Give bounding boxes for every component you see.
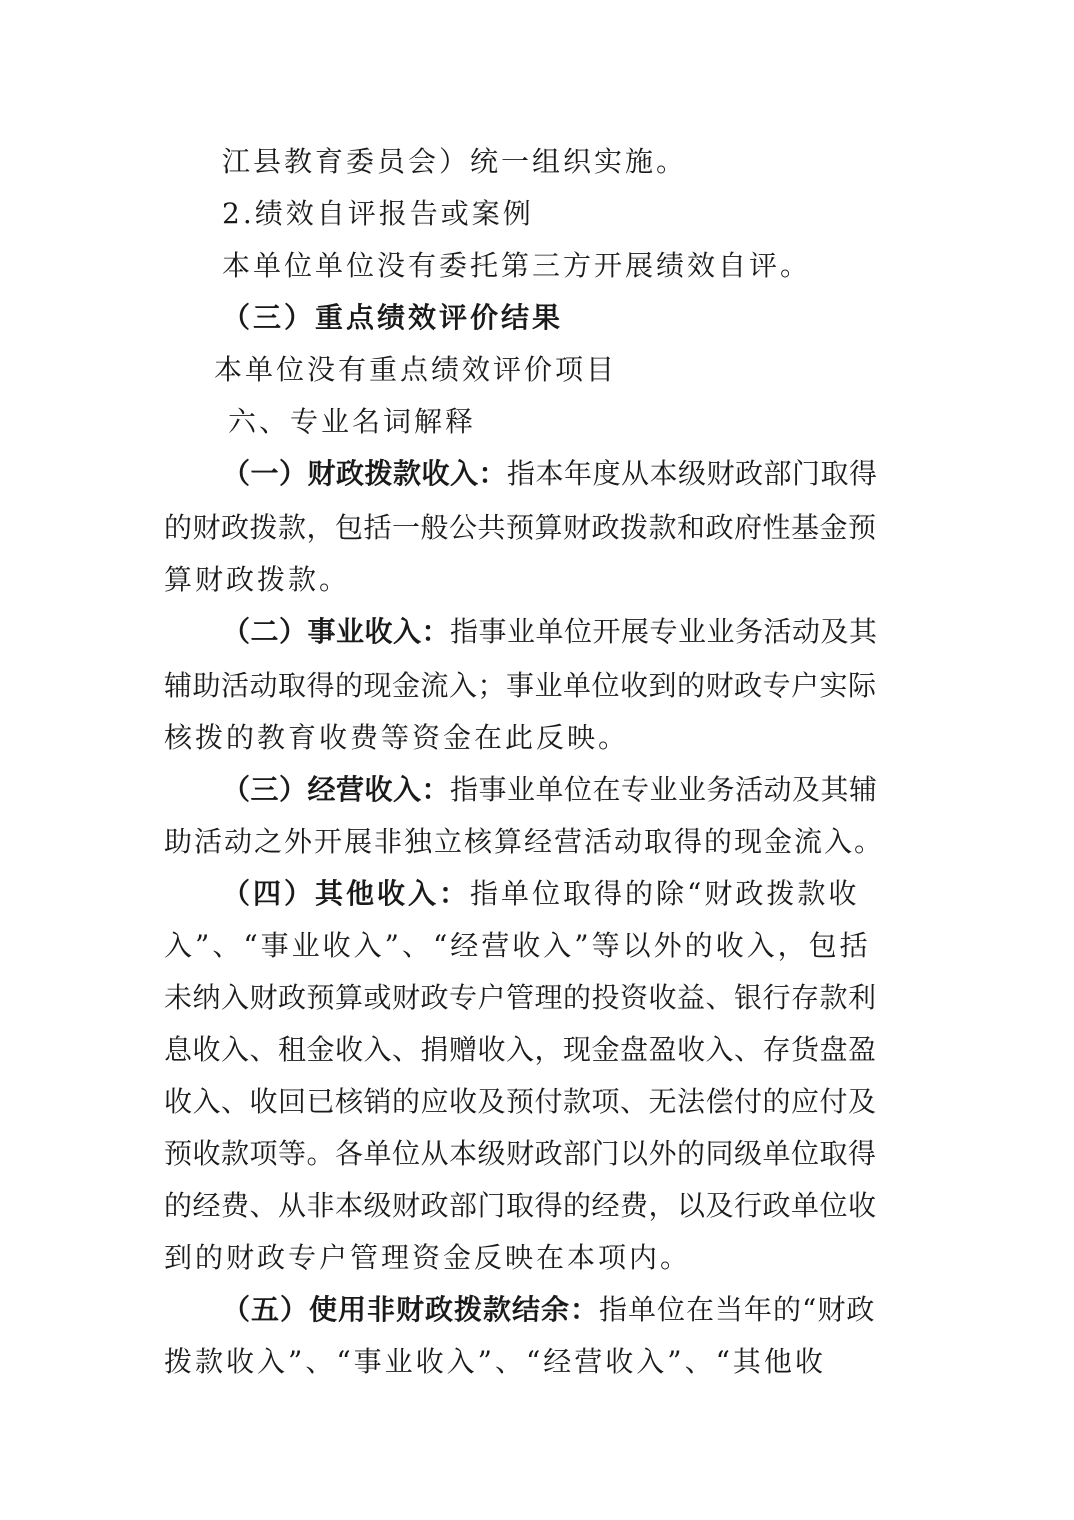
definition-line — [222, 614, 878, 650]
line-text: 江县教育委员会）统一组织实施。 — [222, 145, 688, 178]
definition-line — [222, 876, 859, 912]
heading-text: （三）重点绩效评价结果 — [222, 301, 564, 334]
definition-line — [222, 772, 878, 808]
line-text: 收入、收回已核销的应收及预付款项、无法偿付的应付及 — [164, 1085, 877, 1118]
paragraph-line — [222, 196, 534, 232]
term-label: （五）使用非财政拨款结余： — [222, 1293, 600, 1326]
paragraph-line — [164, 720, 629, 756]
definition-line — [222, 456, 878, 492]
term-label: （三）经营收入： — [222, 773, 451, 806]
line-text: 到的财政专户管理资金反映在本项内。 — [164, 1241, 692, 1274]
line-text: 核拨的教育收费等资金在此反映。 — [164, 721, 630, 754]
line-text: 算财政拨款。 — [164, 563, 351, 596]
line-text: 本单位单位没有委托第三方开展绩效自评。 — [222, 249, 812, 282]
line-text: 息收入、租金收入、捐赠收入，现金盘盈收入、存货盘盈 — [164, 1033, 877, 1066]
paragraph-line — [164, 1240, 691, 1276]
paragraph-line — [164, 1344, 826, 1380]
paragraph-line — [222, 248, 811, 284]
line-text: 的经费、从非本级财政部门取得的经费，以及行政单位收 — [164, 1189, 877, 1222]
line-text: 指单位在当年的“财政 — [599, 1293, 876, 1326]
term-label: （二）事业收入： — [222, 615, 451, 648]
paragraph-line — [164, 824, 884, 860]
term-label: （四）其他收入： — [222, 877, 471, 910]
paragraph-line — [214, 352, 617, 388]
line-text: 的财政拨款，包括一般公共预算财政拨款和政府性基金预 — [164, 511, 877, 544]
paragraph-line — [164, 562, 350, 598]
line-text: 助活动之外开展非独立核算经营活动取得的现金流入。 — [164, 825, 885, 858]
paragraph-line — [164, 1032, 877, 1068]
line-text: 指事业单位在专业业务活动及其辅 — [450, 773, 878, 806]
line-text: 指本年度从本级财政部门取得 — [507, 457, 878, 490]
line-text: 预收款项等。各单位从本级财政部门以外的同级单位取得 — [164, 1137, 877, 1170]
paragraph-line — [164, 510, 877, 546]
line-text: 未纳入财政预算或财政专户管理的投资收益、银行存款利 — [164, 981, 877, 1014]
paragraph-line — [164, 668, 877, 704]
paragraph-line — [164, 928, 871, 964]
line-text: 指事业单位开展专业业务活动及其 — [450, 615, 878, 648]
section-heading — [222, 300, 563, 336]
line-text: 本单位没有重点绩效评价项目 — [214, 353, 618, 386]
line-text: 入”、“事业收入”、“经营收入”等以外的收入，包括 — [164, 929, 871, 962]
paragraph-line — [164, 1136, 877, 1172]
term-label: （一）财政拨款收入： — [222, 457, 508, 490]
paragraph-line — [164, 1188, 877, 1224]
definition-line — [222, 1292, 875, 1328]
paragraph-line — [222, 144, 687, 180]
line-text: 2.绩效自评报告或案例 — [222, 197, 534, 230]
section-heading — [228, 404, 476, 440]
line-text: 辅助活动取得的现金流入；事业单位收到的财政专户实际 — [164, 669, 877, 702]
heading-text: 六、专业名词解释 — [228, 405, 477, 438]
paragraph-line — [164, 1084, 877, 1120]
line-text: 拨款收入”、“事业收入”、“经营收入”、“其他收 — [164, 1345, 826, 1378]
line-text: 指单位取得的除“财政拨款收 — [470, 877, 860, 910]
paragraph-line — [164, 980, 877, 1016]
